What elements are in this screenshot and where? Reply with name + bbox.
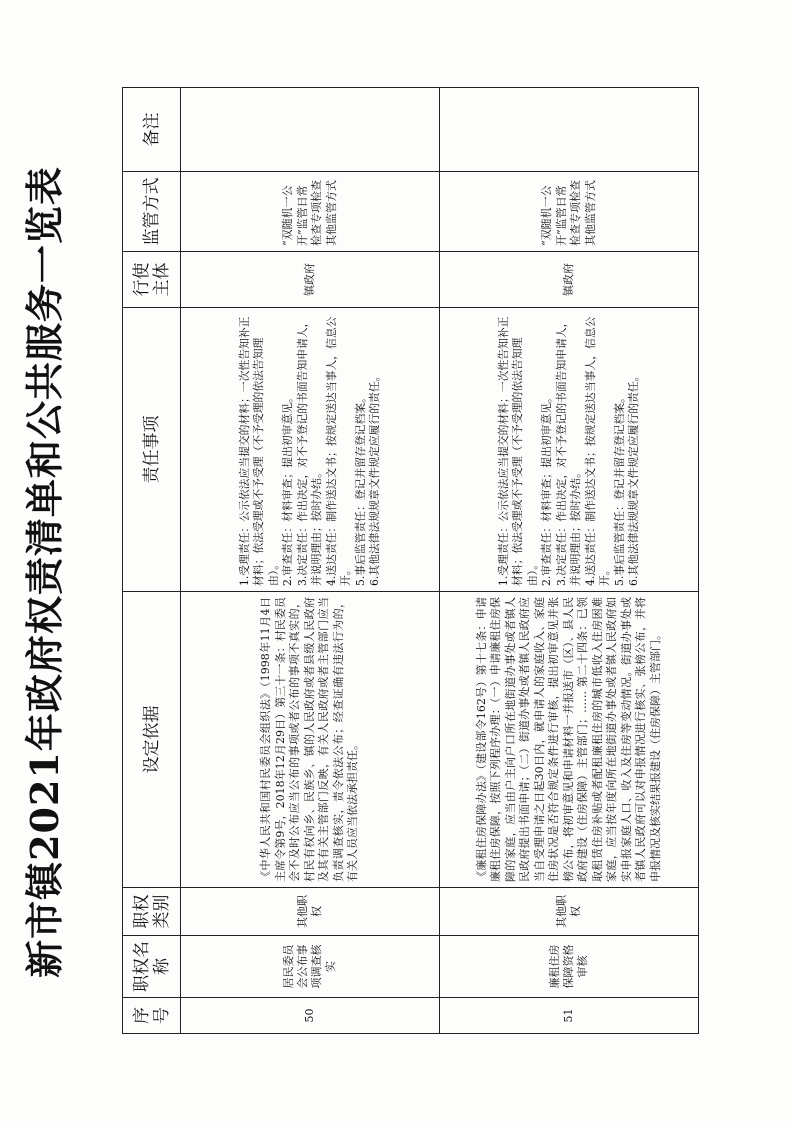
table-row	[440, 88, 699, 1034]
responsibility-item: 2.审查责任：材料审查；提出初审意见。	[540, 392, 554, 586]
cell-category: 其他职权	[181, 888, 440, 936]
cell-remarks	[181, 88, 440, 172]
responsibility-item: 1.受理责任：公示依法应当提交的材料；一次性告知补正材料；依法受理或不予受理（不予受理的依法告知理由）。	[496, 316, 539, 586]
cell-seq: 50	[181, 998, 440, 1034]
responsibility-item: 1.受理责任：公示依法应当提交的材料；一次性告知补正材料；依法受理或不予受理（不予受理的依法告知理由）。	[237, 316, 280, 586]
responsibility-item: 3.决定责任：作出决定，对不予登记的书面告知申请人，并说明理由；按时办结。	[554, 316, 583, 586]
header-supervision: 监管方式	[123, 172, 181, 252]
cell-seq: 51	[440, 998, 699, 1034]
header-category: 职权类别	[123, 888, 181, 936]
cell-name: 廉租住房保障资格审核	[440, 936, 699, 998]
header-seq: 序号	[123, 998, 181, 1034]
cell-basis: 《廉租住房保障办法》（建设部令162号）第十七条：申请廉租住房保障，按照下列程序办理：（一）申请廉租住房保障的家庭，应当由户主向户口所在地街道办事处或者镇人民政府提出书面申请；（二）街道办事处或者镇人民政府应当自受理申请之日起30日内，就申请人的家庭收入、家庭住房状况是否符合规定条件进行审核，提出初审意见并张榜公布，将初审意见和申请材料一并报送市（区）、县人民政府建设（住房保障）主管部门；…… 第二十四条：已领取租赁住房补贴或者配租廉租住房的城市低收入住房困难家庭，应当按年度向所在地街道办事处或者镇人民政府如实申报家庭人口、收入及住房等变动情况。街道办事处或者镇人民政府可以对申报情况进行核实、张榜公布，并将申报情况及核实结果报建设（住房保障）主管部门。	[440, 592, 699, 888]
cell-subject: 镇政府	[440, 252, 699, 308]
cell-responsibility	[440, 308, 699, 592]
table-header-row	[123, 88, 181, 1034]
responsibility-item: 6.其他法律法规规章文件规定应履行的责任。	[368, 370, 382, 586]
cell-category: 其他职权	[440, 888, 699, 936]
header-subject: 行使主体	[123, 252, 181, 308]
header-name: 职权名称	[123, 936, 181, 998]
cell-remarks	[440, 88, 699, 172]
cell-responsibility	[181, 308, 440, 592]
cell-basis: 《中华人民共和国村民委员会组织法》（1998年11月4日主席令第9号，2018年12月29日）第三十一条：村民委员会不及时公布应当公布的事项或者公布的事项不真实的，村民有权向乡、民族乡、镇的人民政府或者县级人民政府及其有关主管部门反映，有关人民政府或者主管部门应当负责调查核实，责令依法公布；经查证确有违法行为的，有关人员应当依法承担责任。	[181, 592, 440, 888]
responsibility-item: 3.决定责任：作出决定，对不予登记的书面告知申请人，并说明理由；按时办结。	[295, 316, 324, 586]
responsibility-item: 2.审查责任：材料审查；提出初审意见。	[281, 392, 295, 586]
header-responsibility: 责任事项	[123, 308, 181, 592]
responsibility-item: 5.事后监管责任：登记并留存登记档案。	[353, 392, 367, 586]
cell-subject: 镇政府	[181, 252, 440, 308]
cell-name: 居民委员会公布事项调查核实	[181, 936, 440, 998]
responsibility-table	[122, 87, 699, 1034]
responsibility-item: 5.事后监管责任：登记并留存登记档案。	[612, 392, 626, 586]
cell-supervision: “双随机一公开”监管日常检查专项检查其他监管方式	[440, 172, 699, 252]
table-row	[181, 88, 440, 1034]
cell-supervision: “双随机一公开”监管日常检查专项检查其他监管方式	[181, 172, 440, 252]
header-basis: 设定依据	[123, 592, 181, 888]
responsibility-item: 4.送达责任：制作送达文书；按规定送达当事人，信息公开。	[324, 316, 353, 586]
header-remarks: 备注	[123, 88, 181, 172]
document-title: 新市镇2021年政府权责清单和公共服务一览表	[22, 166, 67, 978]
responsibility-item: 4.送达责任：制作送达文书；按规定送达当事人，信息公开。	[583, 316, 612, 586]
responsibility-item: 6.其他法律法规规章文件规定应履行的责任。	[627, 370, 641, 586]
